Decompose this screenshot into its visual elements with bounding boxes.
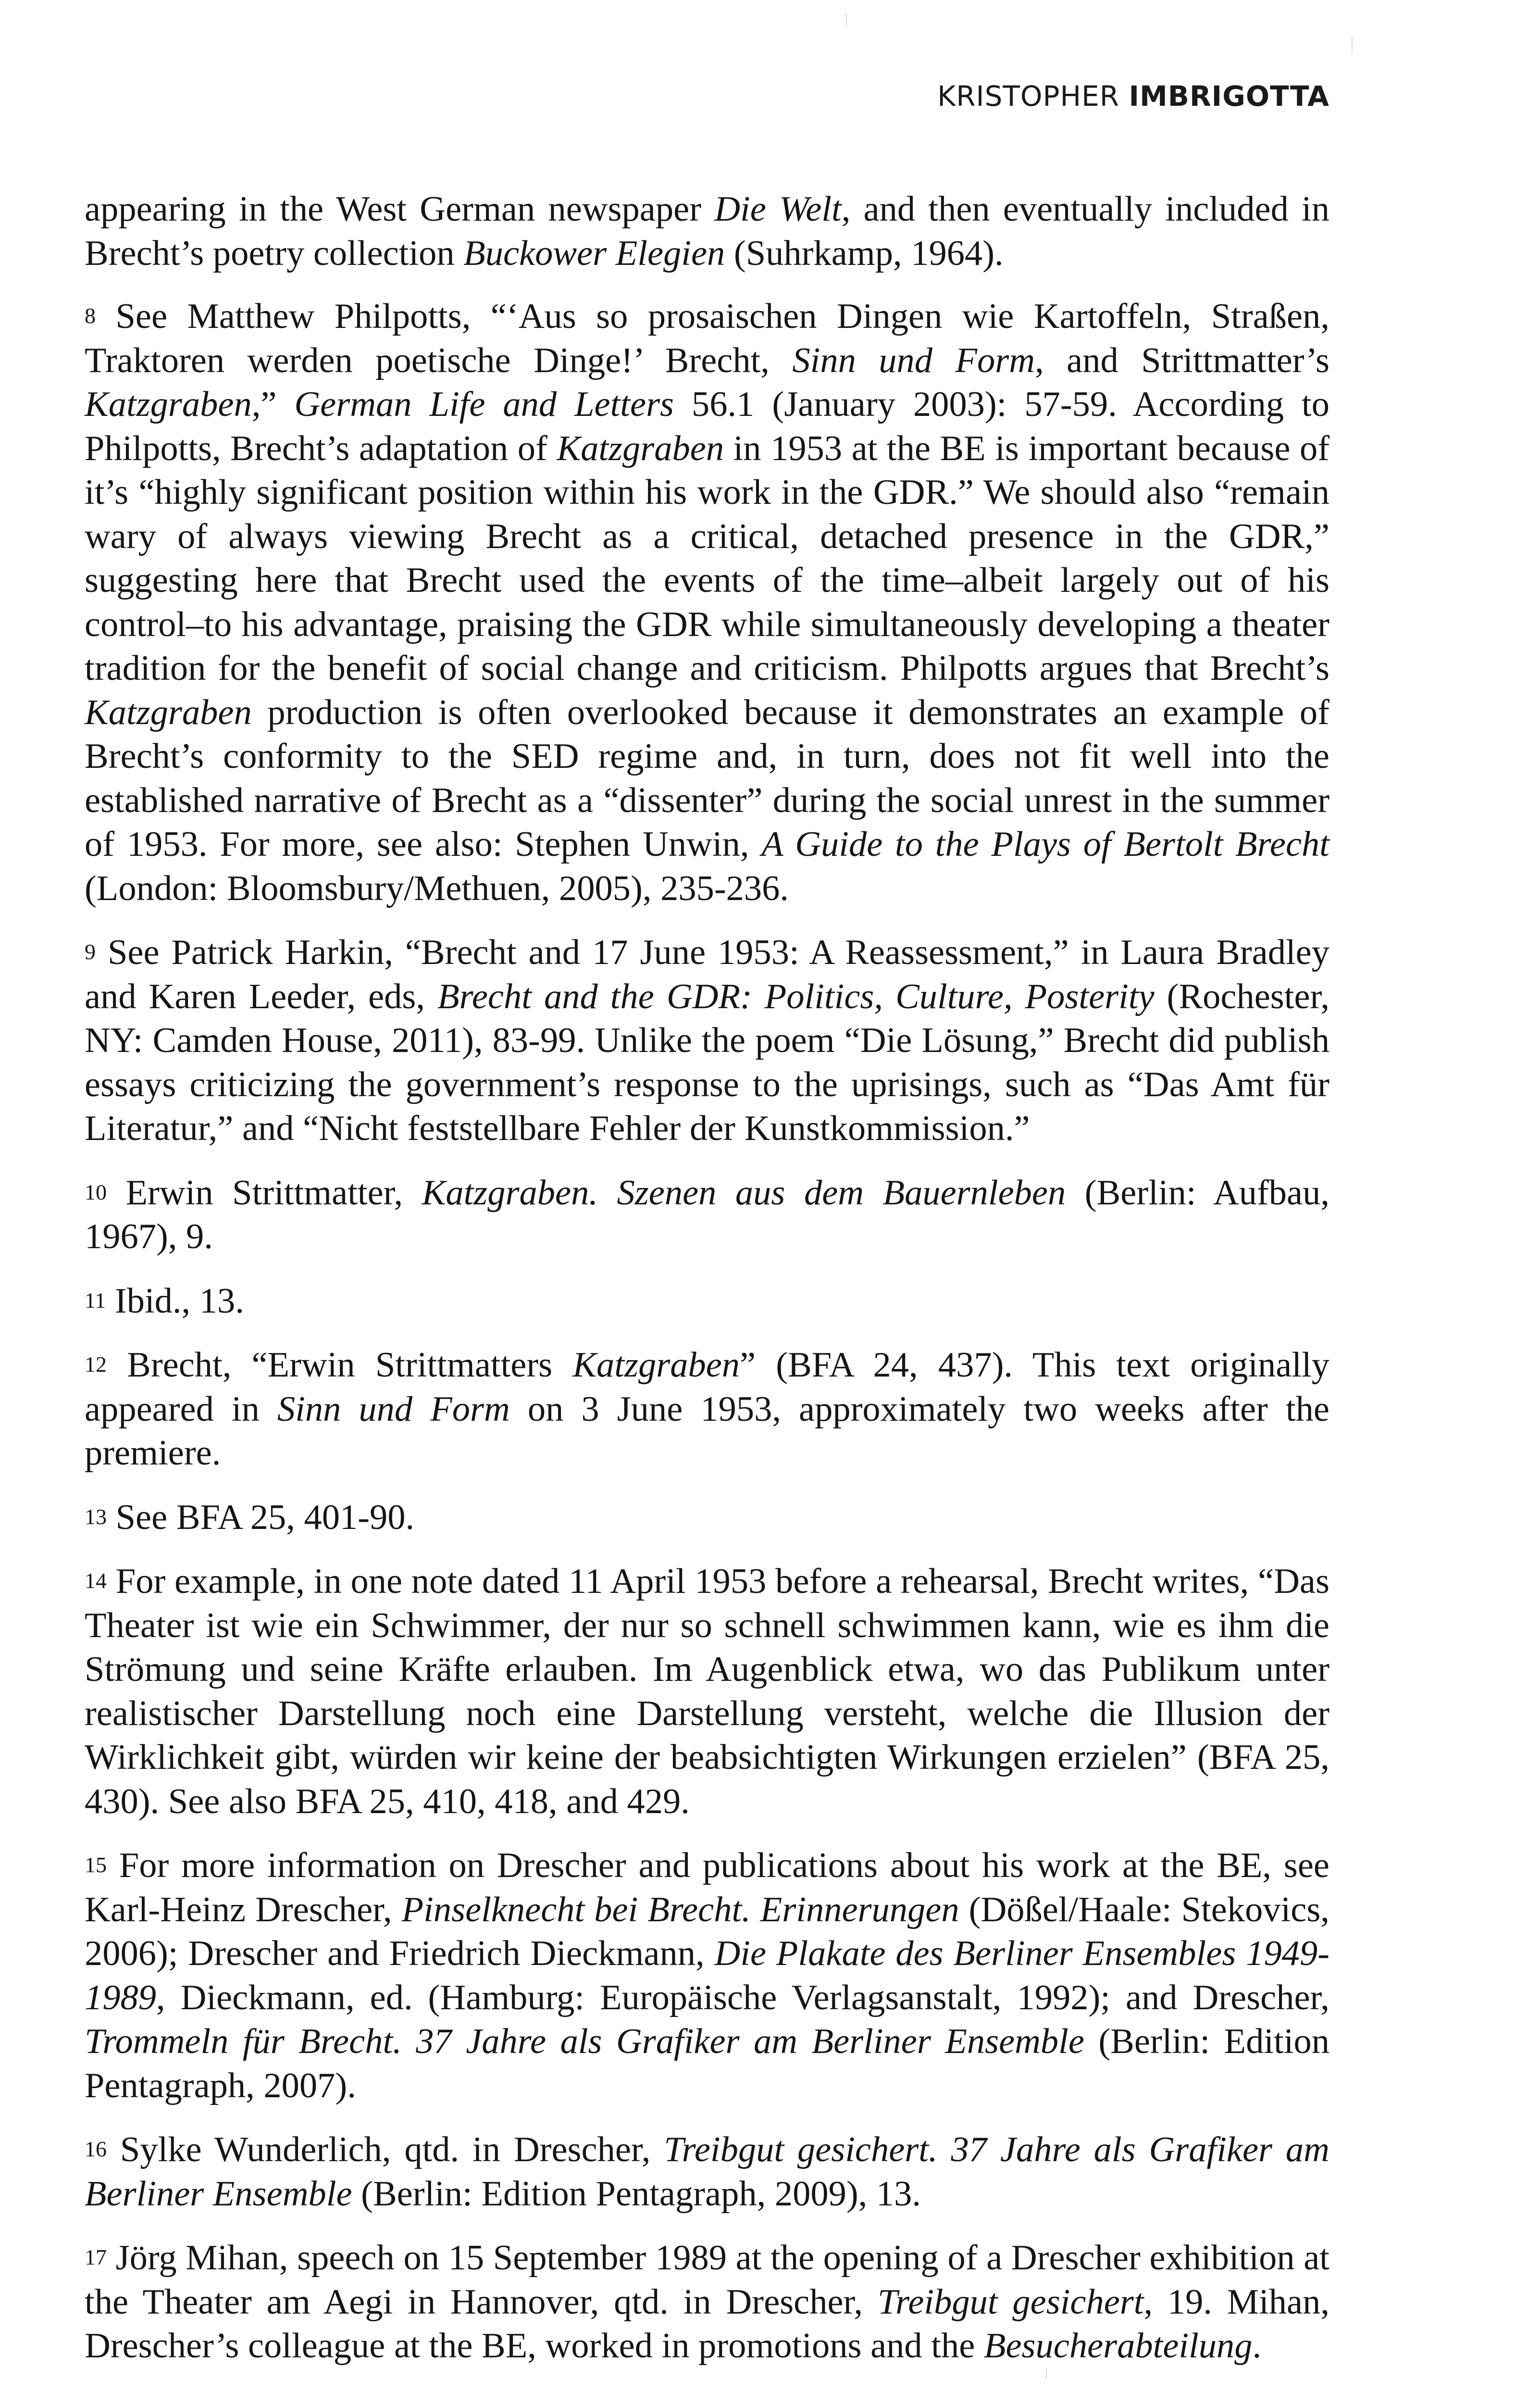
note-text: Jörg Mihan, speech on 15 September 1989 at the opening of a Drescher exhibition at the Theater am Aegi in Hannover, qtd. in Drescher,	[85, 2238, 1329, 2322]
italic-title: Brecht and the GDR: Politics, Culture, Posterity	[437, 977, 1155, 1016]
italic-title: Katzgraben	[557, 428, 724, 468]
note-text: , and then eventually included in Brecht’s poetry collection	[85, 189, 1329, 273]
note-number: 12	[85, 1352, 107, 1377]
note-number: 8	[85, 303, 96, 328]
running-head-author-surname: IMBRIGOTTA	[1129, 80, 1329, 113]
endnotes-body	[85, 188, 1329, 2389]
note-text: on 3 June 1953, approximately two weeks after the premiere.	[85, 1389, 1329, 1473]
note-number: 14	[85, 1568, 107, 1593]
note-text: Erwin Strittmatter,	[107, 1173, 422, 1213]
note-text: , and Strittmatter’s	[1035, 340, 1329, 380]
note-16	[85, 2128, 1329, 2216]
note-text: appearing in the West German newspaper	[85, 189, 715, 229]
italic-title: Trommeln für Brecht. 37 Jahre als Grafiker am Berliner Ensemble	[85, 2022, 1084, 2061]
note-text: For example, in one note dated 11 April 1953 before a rehearsal, Brecht writes, “Das Theater ist wie ein Schwimmer, der nur so schnell schwimmen kann, wie es ihm die Strömung und seine Kräfte erlauben. Im Augenblick etwa, wo das Publikum unter realistischer Darstellung noch eine Darstellung versteht, welche die Illusion der Wirklichkeit gibt, würden wir keine der beabsichtigten Wirkungen erzielen” (BFA 25, 430). See also BFA 25, 410, 418, and 429.	[85, 1562, 1329, 1821]
scan-tick-mark	[846, 13, 847, 26]
note-text: See BFA 25, 401-90.	[107, 1497, 415, 1537]
note-13	[85, 1496, 1329, 1540]
note-text: See Patrick Harkin, “Brecht and 17 June 1953: A Reassessment,” in Laura Bradley and Karen Leeder, eds,	[85, 933, 1329, 1016]
note-12	[85, 1343, 1329, 1476]
italic-title: Katzgraben	[85, 385, 252, 424]
italic-title: Treibgut gesichert	[877, 2282, 1144, 2322]
scan-tick-mark	[1352, 38, 1353, 54]
note-17	[85, 2236, 1329, 2368]
italic-title: A Guide to the Plays of Bertolt Brecht	[761, 825, 1329, 864]
note-text: 56.1 (January 2003): 57-59. According to Philpotts, Brecht’s adaptation of	[85, 385, 1329, 468]
note-text: in 1953 at the BE is important because of it’s “highly significant position within his work in the GDR.” We should also “remain wary of always viewing Brecht as a critical, detached presence in the GDR,” suggesting here that Brecht used the events of the time–albeit largely out of his control–to his advantage, praising the GDR while simultaneously developing a theater tradition for the benefit of social change and criticism. Philpotts argues that Brecht’s	[85, 428, 1329, 688]
italic-title: Sinn und Form	[277, 1389, 510, 1429]
note-text: (Dößel/Haale: Stekovics, 2006); Drescher and Friedrich Dieckmann,	[85, 1890, 1329, 1973]
note-text: production is often overlooked because it demonstrates an example of Brecht’s conformity to the SED regime and, in turn, does not fit well into the established narrative of Brecht as a “dissenter” during the social unrest in the summer of 1953. For more, see also: Stephen Unwin,	[85, 692, 1329, 864]
note-text: ” (BFA 24, 437). This text originally appeared in	[85, 1345, 1329, 1429]
note-14	[85, 1560, 1329, 1824]
italic-title: Die Plakate des Berliner Ensembles 1949-1989	[85, 1934, 1330, 2017]
note-text: .	[1252, 2326, 1262, 2366]
note-number: 9	[85, 939, 96, 964]
note-number: 11	[85, 1288, 106, 1313]
italic-title: German Life and Letters	[294, 385, 674, 424]
note-text: , 19. Mihan, Drescher’s colleague at the BE, worked in promotions and the	[85, 2282, 1329, 2366]
note-text: (Suhrkamp, 1964).	[725, 233, 1004, 273]
italic-title: Katzgraben. Szenen aus dem Bauernleben	[422, 1173, 1066, 1213]
note-text: , Dieckmann, ed. (Hamburg: Europäische Verlagsanstalt, 1992); and Drescher,	[156, 1978, 1329, 2017]
italic-title: Buckower Elegien	[463, 233, 725, 273]
italic-title: Besucherabteilung	[983, 2326, 1253, 2366]
note-8	[85, 295, 1329, 911]
note-text: Sylke Wunderlich, qtd. in Drescher,	[107, 2130, 664, 2169]
note-number: 13	[85, 1504, 107, 1529]
note-text: Brecht, “Erwin Strittmatters	[107, 1345, 573, 1385]
italic-title: Die Welt	[714, 189, 842, 229]
italic-title: Pinselknecht bei Brecht. Erinnerungen	[401, 1890, 959, 1929]
note-continuation	[85, 188, 1329, 275]
note-11	[85, 1279, 1329, 1324]
italic-title: Treibgut gesichert. 37 Jahre als Grafiker am Berliner Ensemble	[85, 2130, 1329, 2214]
note-text: (London: Bloomsbury/Methuen, 2005), 235-236.	[85, 868, 789, 908]
italic-title: Katzgraben	[572, 1345, 740, 1385]
scan-tick-mark	[1046, 2368, 1047, 2379]
note-text: (Rochester, NY: Camden House, 2011), 83-99. Unlike the poem “Die Lösung,” Brecht did publish essays criticizing the government’s response to the uprisings, such as “Das Amt für Literatur,” and “Nicht feststellbare Fehler der Kunstkommission.”	[85, 977, 1330, 1148]
note-text: Ibid., 13.	[106, 1281, 244, 1321]
italic-title: Katzgraben	[85, 692, 252, 732]
note-15	[85, 1844, 1329, 2108]
note-number: 10	[85, 1179, 107, 1204]
note-number: 16	[85, 2137, 107, 2161]
note-text: (Berlin: Edition Pentagraph, 2007).	[85, 2022, 1329, 2105]
running-head	[937, 80, 1329, 113]
running-head-author-first: KRISTOPHER	[937, 80, 1120, 113]
note-10	[85, 1171, 1329, 1259]
italic-title: Sinn und Form	[792, 340, 1035, 380]
note-number: 17	[85, 2245, 107, 2269]
note-text: (Berlin: Edition Pentagraph, 2009), 13.	[352, 2174, 921, 2214]
note-text: For more information on Drescher and publications about his work at the BE, see Karl-Heinz Drescher,	[85, 1846, 1329, 1929]
note-9	[85, 931, 1329, 1151]
note-number: 15	[85, 1853, 107, 1877]
note-text: (Berlin: Aufbau, 1967), 9.	[85, 1173, 1330, 1256]
note-text: ,”	[251, 385, 295, 424]
note-text: See Matthew Philpotts, “‘Aus so prosaischen Dingen wie Kartoffeln, Straßen, Traktoren werden poetische Dinge!’ Brecht,	[85, 297, 1329, 380]
